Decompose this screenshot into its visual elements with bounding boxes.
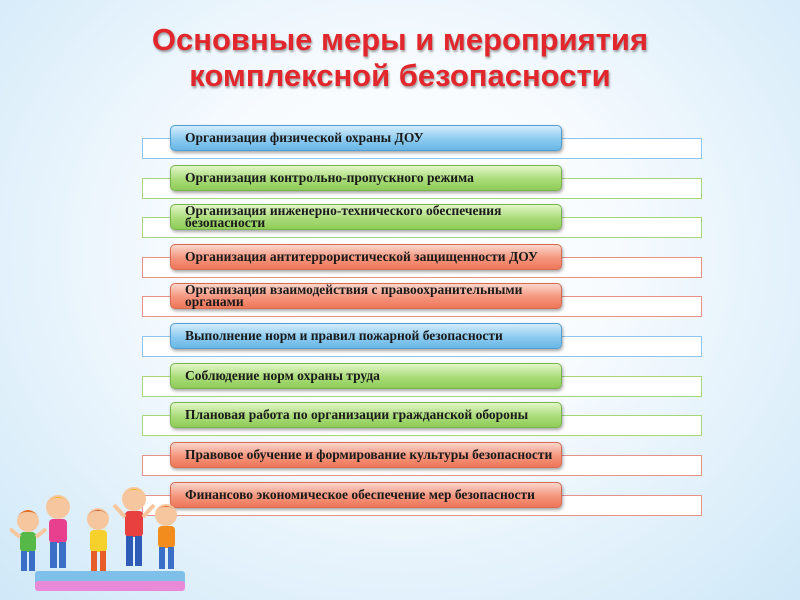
measure-row-9 — [0, 442, 800, 476]
slide-title-line-2: комплексной безопасности — [189, 58, 611, 93]
measure-row-1 — [0, 125, 800, 159]
measure-item-4: Организация антитеррористической защищенности ДОУ — [170, 244, 562, 270]
measure-row-2 — [0, 165, 800, 199]
measure-item-8: Плановая работа по организации гражданской обороны — [170, 402, 562, 428]
measure-item-2: Организация контрольно-пропускного режима — [170, 165, 562, 191]
child-figure-1 — [10, 510, 46, 571]
measure-item-6: Выполнение норм и правил пожарной безопасности — [170, 323, 562, 349]
measure-row-5 — [0, 283, 800, 317]
measure-item-3: Организация инженерно-технического обеспечения безопасности — [170, 204, 562, 230]
slide-title-line-1: Основные меры и мероприятия — [151, 22, 649, 57]
measure-row-8 — [0, 402, 800, 436]
measure-item-9: Правовое обучение и формирование культуры безопасности — [170, 442, 562, 468]
child-figure-2 — [45, 495, 71, 568]
measure-item-10: Финансово экономическое обеспечение мер безопасности — [170, 482, 562, 508]
measure-row-3 — [0, 204, 800, 238]
measure-row-4 — [0, 244, 800, 278]
measure-item-1: Организация физической охраны ДОУ — [170, 125, 562, 151]
measure-row-7 — [0, 363, 800, 397]
measure-item-7: Соблюдение норм охраны труда — [170, 363, 562, 389]
child-figure-4 — [114, 487, 154, 566]
child-figure-3 — [86, 508, 110, 571]
measure-item-5: Организация взаимодействия с правоохранительными органами — [170, 283, 562, 309]
child-figure-5 — [154, 504, 178, 569]
measure-row-6 — [0, 323, 800, 357]
mat-pink — [35, 581, 185, 591]
children-illustration — [10, 485, 185, 595]
